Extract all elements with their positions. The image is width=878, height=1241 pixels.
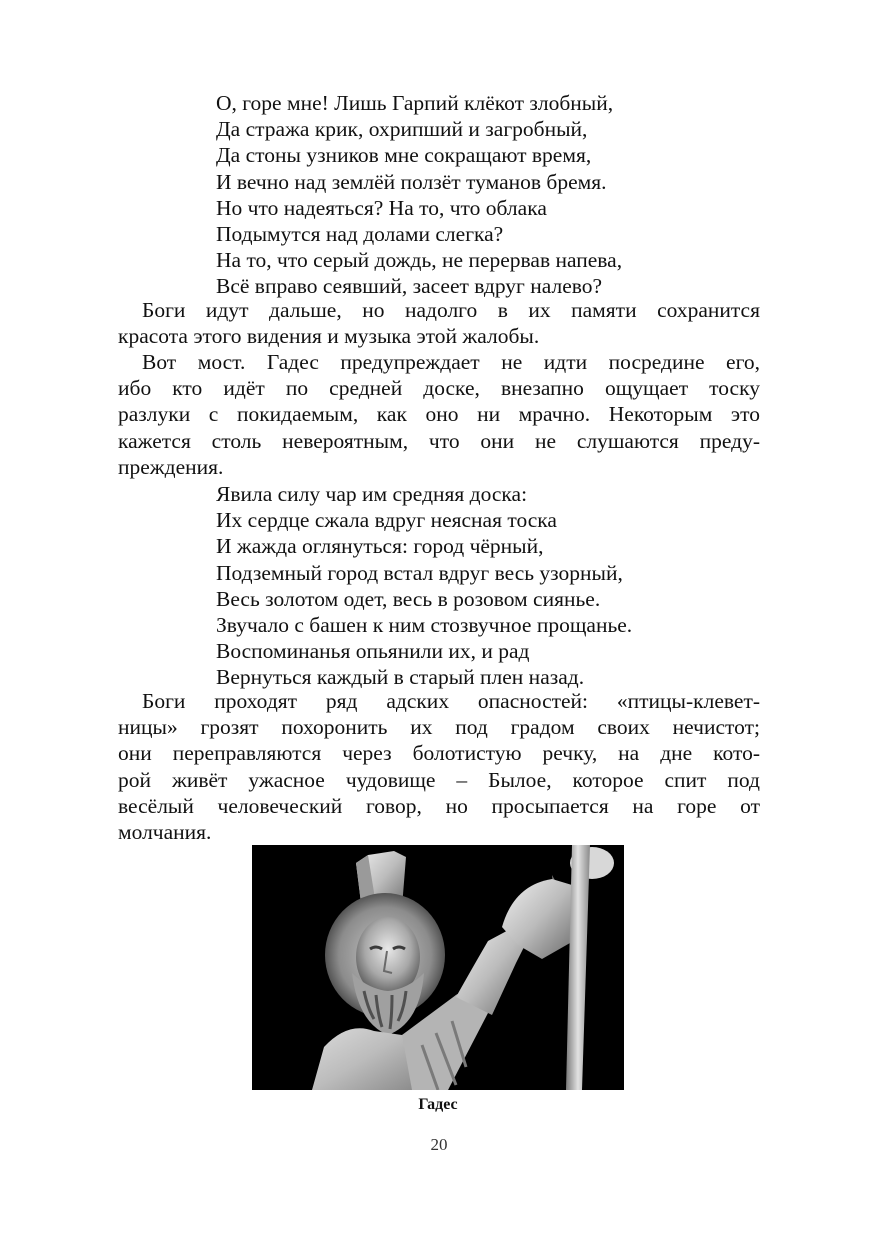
prose-line: преждения. xyxy=(118,454,224,479)
verse-line: Весь золотом одет, весь в розовом сиянье. xyxy=(216,586,601,611)
prose-line: Боги проходят ряд адских опасностей: «птицы-клевет- xyxy=(142,689,760,713)
prose-line: кажется столь невероятным, что они не слушаются преду- xyxy=(118,428,760,453)
verse-line: Подымутся над долами слегка? xyxy=(216,222,504,247)
verse-line: На то, что серый дождь, не перервав напева, xyxy=(216,248,623,273)
paragraph-bridge xyxy=(118,349,760,480)
verse-line: И вечно над землёй ползёт туманов бремя. xyxy=(216,169,607,194)
verse-line: Вернуться каждый в старый плен назад. xyxy=(216,665,585,690)
verse-line: И жажда оглянуться: город чёрный, xyxy=(216,534,544,559)
prose-line: ибо кто идёт по средней доске, внезапно ощущает тоску xyxy=(118,376,760,401)
verse-line: О, горе мне! Лишь Гарпий клёкот злобный, xyxy=(216,91,614,115)
prose-line: Боги идут дальше, но надолго в их памяти сохранится xyxy=(142,298,760,322)
verse-line: Подземный город встал вдруг весь узорный, xyxy=(216,560,623,585)
hades-statue-image xyxy=(252,845,624,1090)
verse-line: Звучало с башен к ним стозвучное прощанье. xyxy=(216,613,633,638)
poem-stanza-middle-plank xyxy=(216,481,776,691)
prose-line: рой живёт ужасное чудовище – Былое, которое спит под xyxy=(118,767,760,792)
prose-line: они переправляются через болотистую речку, на дне кото- xyxy=(118,741,760,766)
verse-line: Но что надеяться? На то, что облака xyxy=(216,195,547,220)
prose-line: ницы» грозят похоронить их под градом своих нечистот; xyxy=(118,715,760,740)
prose-line: разлуки с покидаемым, как оно ни мрачно. Некоторым это xyxy=(118,402,760,427)
prose-line: молчания. xyxy=(118,820,212,845)
verse-line: Да стоны узников мне сокращают время, xyxy=(216,143,592,168)
page-number: 20 xyxy=(430,1135,448,1154)
verse-line: Их сердце сжала вдруг неясная тоска xyxy=(216,508,557,533)
prose-line: Вот мост. Гадес предупреждает не идти посредине его, xyxy=(142,350,760,374)
prose-line: красота этого видения и музыка этой жалобы. xyxy=(118,324,540,349)
verse-line: Воспоминанья опьянили их, и рад xyxy=(216,639,530,664)
poem-stanza-harpies xyxy=(216,90,776,300)
paragraph-gods-move-on xyxy=(118,297,760,349)
verse-line: Всё вправо сеявший, засеет вдруг налево? xyxy=(216,274,603,299)
verse-line: Явила силу чар им средняя доска: xyxy=(216,482,528,506)
paragraph-hellish-dangers xyxy=(118,688,760,845)
figure-caption: Гадес xyxy=(418,1096,458,1113)
prose-line: весёлый человеческий говор, но просыпается на горе от xyxy=(118,793,760,818)
verse-line: Да стража крик, охрипший и загробный, xyxy=(216,117,588,142)
